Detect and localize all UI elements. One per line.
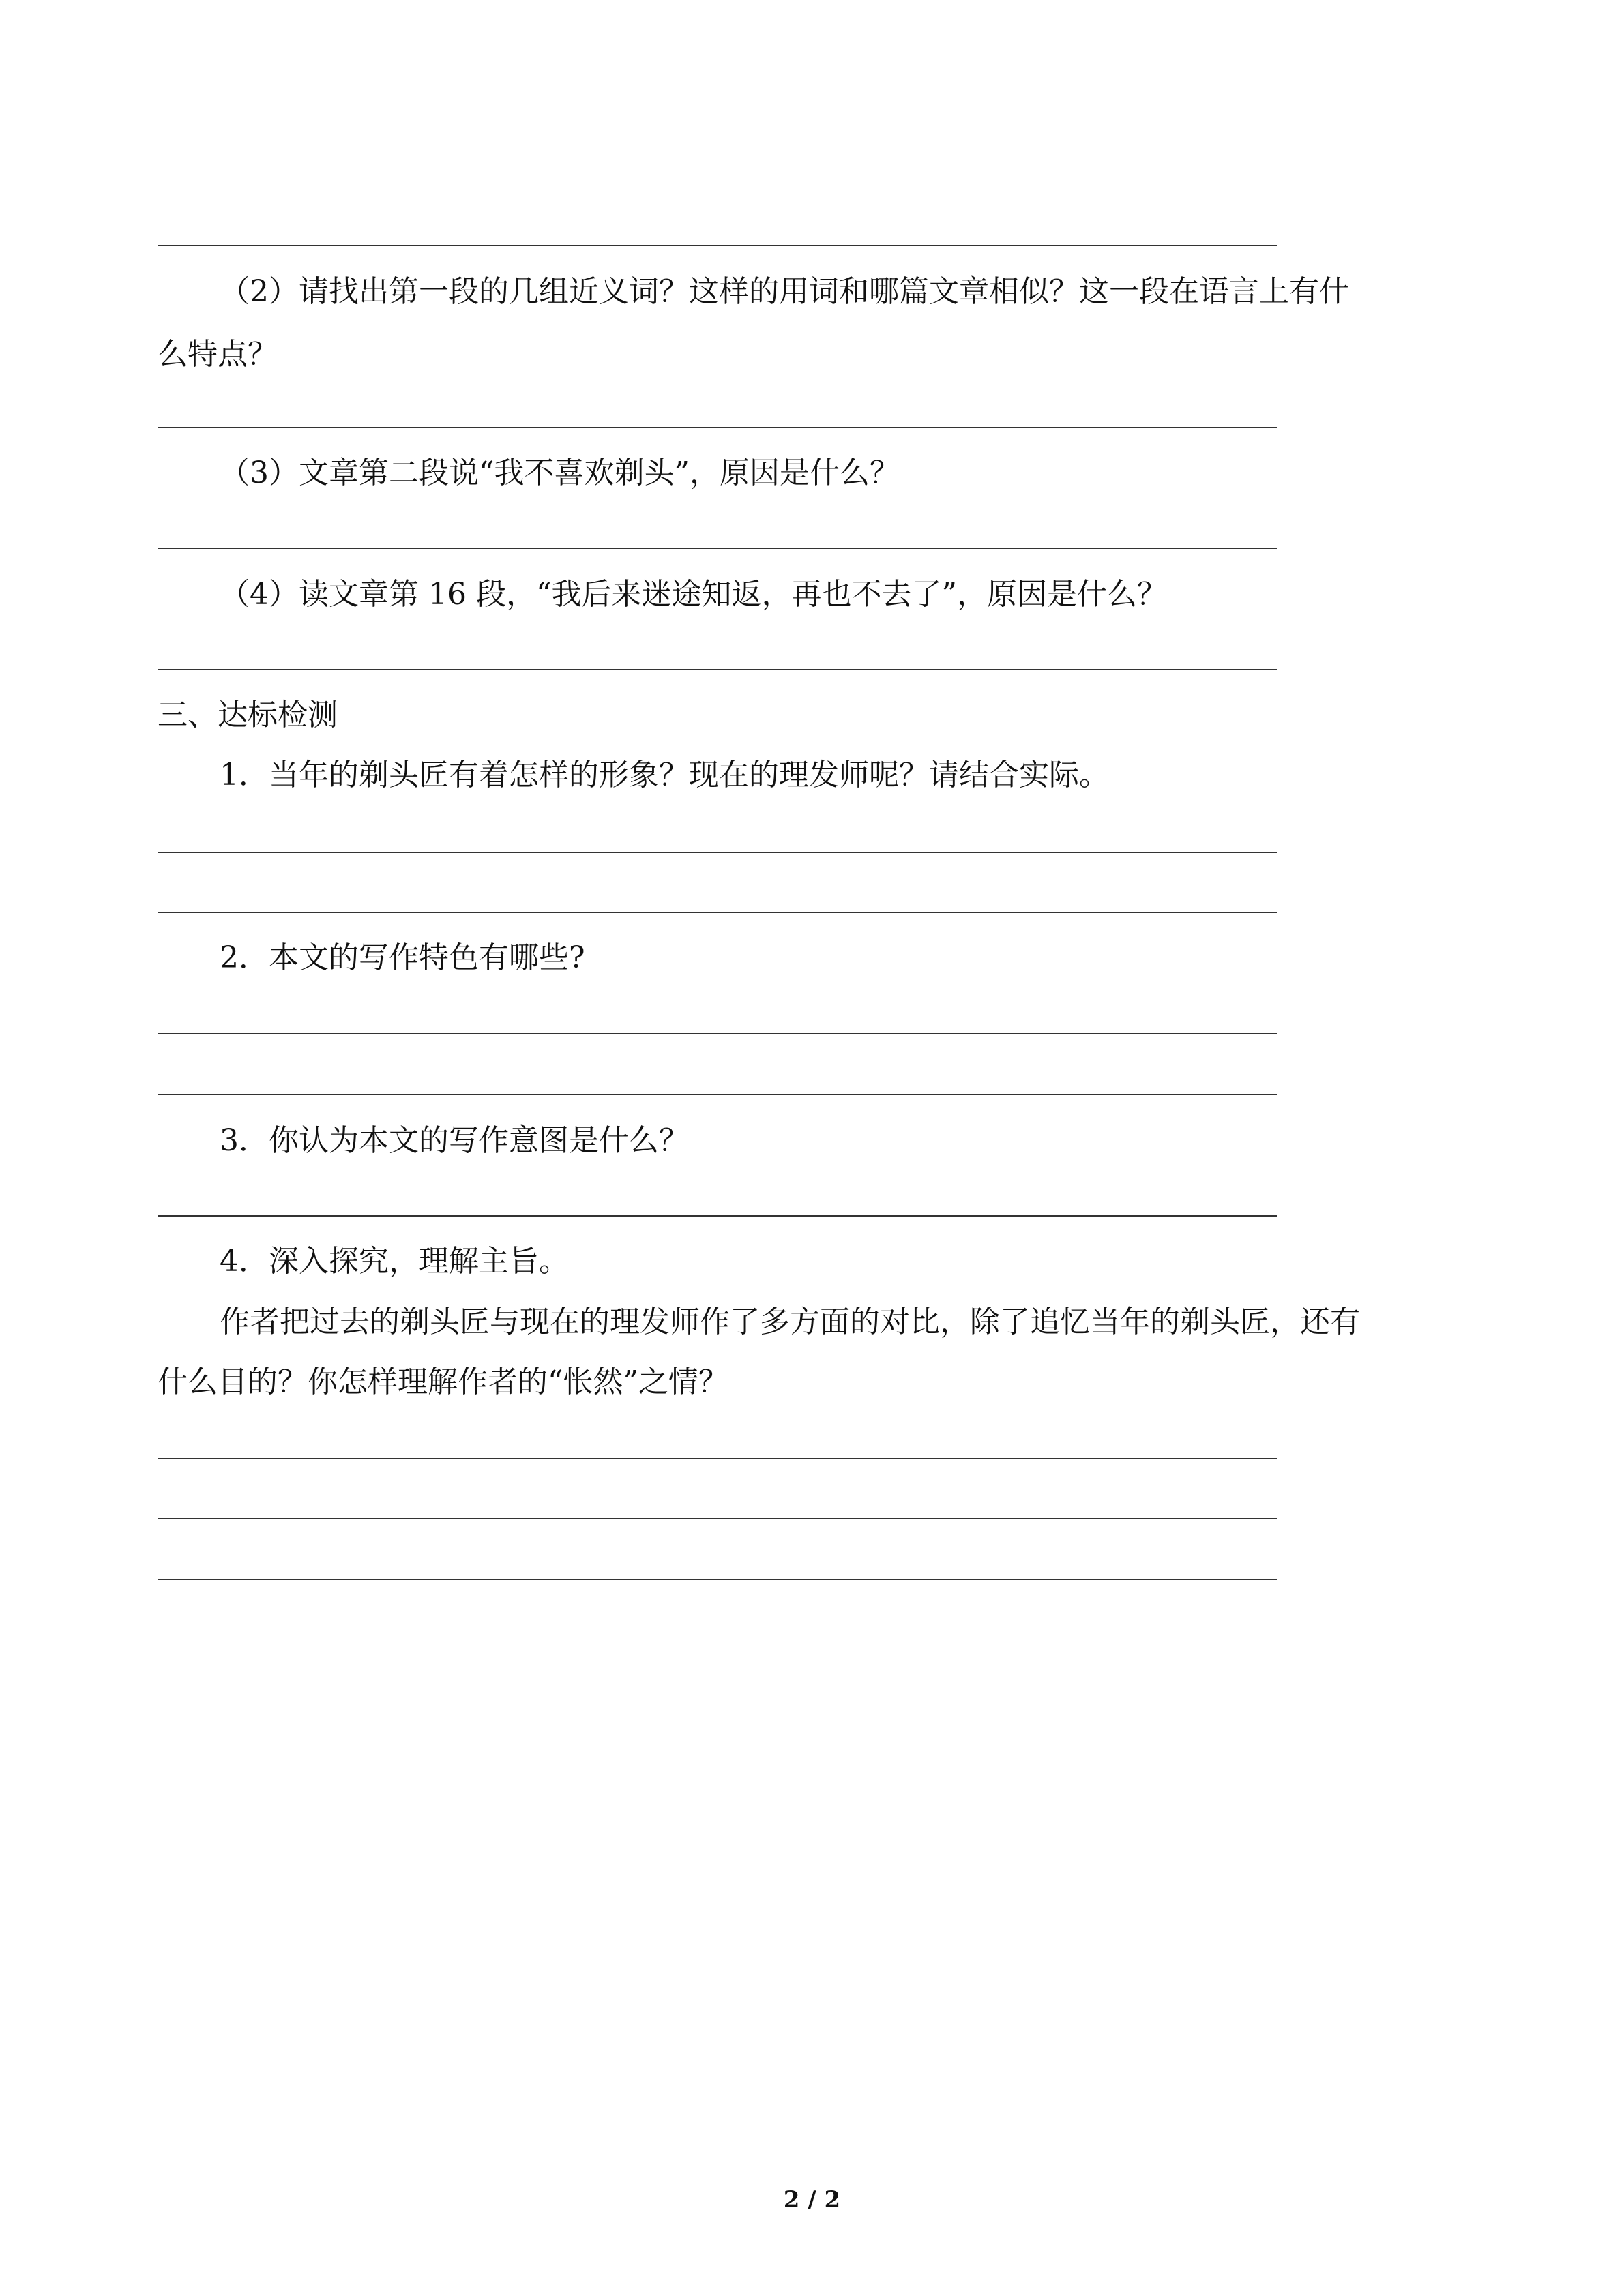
question-2-line-1: （2）请找出第一段的几组近义词？这样的用词和哪篇文章相似？这一段在语言上有什 — [220, 274, 1349, 309]
answer-line — [158, 1518, 1277, 1519]
question-2-line-2: 么特点？ — [158, 337, 278, 372]
answer-line — [158, 852, 1277, 853]
answer-line — [158, 548, 1277, 549]
answer-line — [158, 1458, 1277, 1459]
section3-item-3: 3．你认为本文的写作意图是什么？ — [220, 1123, 689, 1158]
page-number: 2 / 2 — [783, 2186, 841, 2213]
answer-line — [158, 669, 1277, 670]
section3-item-2: 2．本文的写作特色有哪些? — [220, 940, 585, 975]
section-heading: 三、达标检测 — [158, 698, 338, 732]
answer-line — [158, 1215, 1277, 1217]
answer-line — [158, 912, 1277, 913]
answer-line — [158, 1579, 1277, 1580]
section3-item-1: 1．当年的剃头匠有着怎样的形象？现在的理发师呢？请结合实际。 — [220, 758, 1109, 792]
section3-item-4-body-line-1: 作者把过去的剃头匠与现在的理发师作了多方面的对比，除了追忆当年的剃头匠，还有 — [220, 1304, 1360, 1339]
answer-line — [158, 1094, 1277, 1095]
section3-item-4-body-line-2: 什么目的？你怎样理解作者的“怅然”之情？ — [158, 1365, 728, 1399]
answer-line — [158, 245, 1277, 246]
question-4: （4）读文章第 16 段，“我后来迷途知返，再也不去了”，原因是什么？ — [220, 577, 1167, 612]
section3-item-4: 4．深入探究，理解主旨。 — [220, 1244, 569, 1279]
answer-line — [158, 427, 1277, 428]
answer-line — [158, 1033, 1277, 1034]
question-3: （3）文章第二段说“我不喜欢剃头”，原因是什么？ — [220, 456, 900, 490]
